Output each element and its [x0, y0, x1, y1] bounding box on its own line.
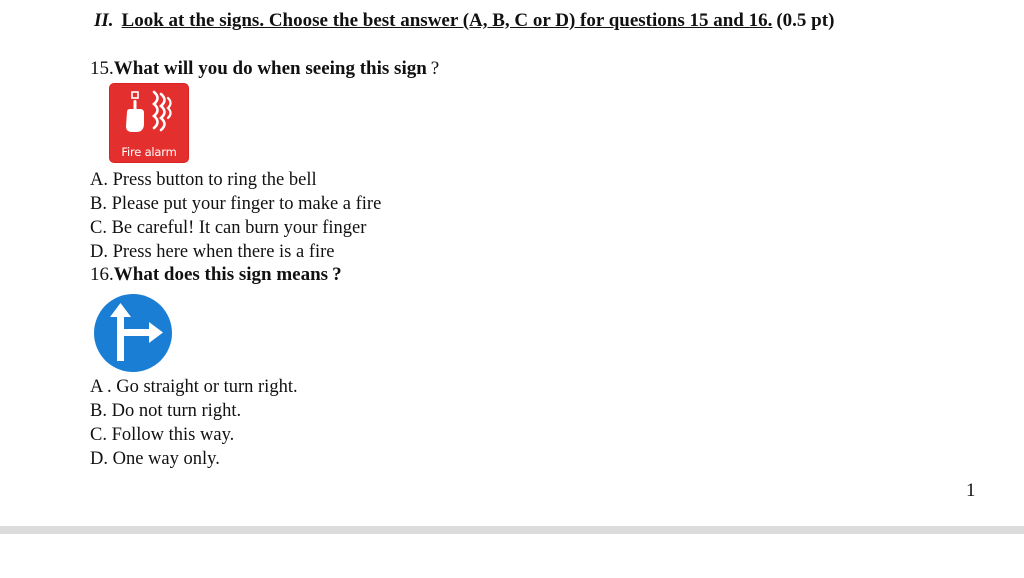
section-heading — [94, 10, 834, 32]
option-b: B. Please put your finger to make a fire — [90, 194, 382, 214]
option-d: D. Press here when there is a fire — [90, 242, 335, 262]
next-page-area[interactable] — [0, 534, 1024, 578]
question-number: 15. — [90, 58, 114, 79]
option-d: D. One way only. — [90, 449, 220, 469]
section-instruction: Look at the signs. Choose the best answer (A, B, C or D) for questions 15 and 16. — [121, 10, 773, 31]
section-points: (0.5 pt) — [776, 10, 835, 31]
fire-alarm-sign-label: Fire alarm — [121, 145, 177, 159]
option-a: A . Go straight or turn right. — [90, 377, 298, 397]
question-16-options — [90, 375, 298, 471]
page-number: 1 — [966, 480, 976, 501]
straight-or-right-sign — [93, 293, 173, 373]
question-15 — [90, 58, 439, 80]
question-text: What will you do when seeing this sign — [113, 58, 427, 79]
question-number: 16. — [90, 264, 114, 285]
question-mark: ? — [332, 264, 342, 285]
section-number: II. — [94, 10, 114, 31]
question-text: What does this sign means — [113, 264, 329, 285]
question-16 — [90, 264, 342, 286]
straight-or-right-arrow-icon — [93, 293, 173, 373]
option-a: A. Press button to ring the bell — [90, 170, 317, 190]
question-mark: ? — [430, 58, 440, 79]
page-separator — [0, 526, 1024, 534]
option-c: C. Follow this way. — [90, 425, 235, 445]
option-c: C. Be careful! It can burn your finger — [90, 218, 367, 238]
option-b: B. Do not turn right. — [90, 401, 242, 421]
fire-alarm-sign — [110, 84, 188, 162]
question-15-options — [90, 168, 381, 264]
